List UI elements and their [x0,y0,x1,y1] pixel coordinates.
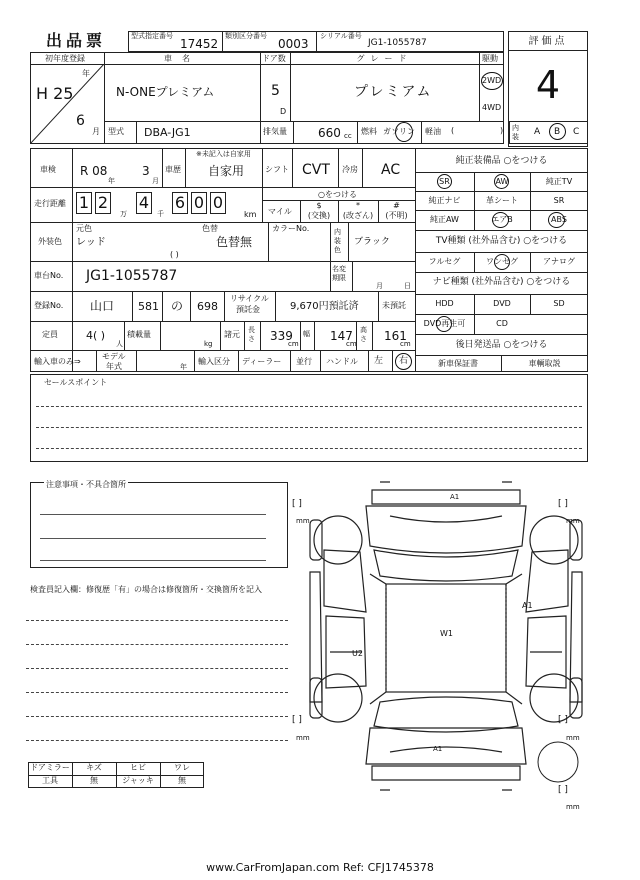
mileage-digit-5: 0 [193,193,205,212]
sales-point-label: セールスポイント [44,378,108,387]
drive-2wd-circle [481,72,503,90]
damage-mark-front-bumper: A1 [450,493,460,501]
mm-spare: mm [566,803,580,811]
mm-rear-left: mm [296,734,310,742]
paren-close: ) [500,126,504,135]
fuel-diesel: 軽油 [425,127,441,136]
month-unit: 月 [92,127,100,136]
class-num: 0003 [278,37,309,51]
oem-title: 純正装備品 ○をつける [455,156,548,166]
first-reg-label: 初年度登録 [45,54,85,63]
navi-dvd-play-circle [436,316,452,332]
equip-aw-short: AW [495,177,509,186]
history-label: 車歴 [165,165,181,174]
handle-left: 左 [374,356,384,366]
tv-analog: アナログ [543,257,575,266]
reg-class: 581 [138,300,159,313]
docs-manual: 車輌取説 [528,359,561,368]
handle-right-circle [395,353,412,370]
length-value: 339 [270,329,293,343]
damage-mark-rear-bumper: A1 [433,745,443,753]
evaluation-score: 4 [535,63,561,107]
sen-unit: 千 [157,210,164,218]
equip-genuine-navi: 純正ナビ [428,196,461,205]
tv-oneseg: ワンセグ [486,257,518,266]
recycle-label-1: リサイクル [230,294,269,303]
color-label: 外装色 [38,237,62,246]
legend-jack-value: 無 [178,776,186,785]
orig-color: レッド [76,237,106,248]
parallel-option: 並行 [296,357,312,366]
model-value: DBA-JG1 [144,126,191,139]
legend-door-mirror: ドアミラー [30,763,70,772]
doors-value: 5 [271,83,280,99]
drive-label: 駆動 [482,54,498,63]
height-value: 161 [384,329,407,343]
load-label: 積載量 [127,330,151,339]
recycle-label-2: 預託金 [236,305,260,314]
interior-label: 内装 [512,124,519,141]
cur-color: 色替無 [216,235,253,249]
name-change-month-unit: 月 [376,282,383,290]
legend-tools-value: 無 [90,776,98,785]
shift-value: CVT [302,162,330,178]
grade-name-label: グレード [356,54,413,63]
tv-fullseg: フルセグ [428,257,461,266]
notes-label: 注意事項・不具合箇所 [46,480,126,489]
recycle-unpaid: 未預託 [382,301,406,310]
shaken-label: 車検 [40,165,56,174]
damage-mark-left-door: U2 [352,649,363,658]
reg-kana: の [171,299,184,313]
bracket-rear-left: [ ] [292,715,302,725]
equip-sr: SR [553,196,565,205]
cc-unit: cc [344,132,352,140]
fuel-gasoline-circle [395,122,413,142]
equip-airbag: エアB [491,215,513,224]
bracket-front-left: [ ] [292,499,302,509]
equip-airbag-circle [492,212,509,228]
mileage-digit-2: 2 [97,193,109,212]
inspector-label: 検査員記入欄：修復歴「有」の場合は修復箇所・交換箇所を記入 [30,585,262,594]
equip-abs: ABS [551,215,567,224]
name-change-label: 名変期限 [332,265,346,282]
shaken-year-unit: 年 [108,177,115,185]
equip-genuine-aw: 純正AW [430,215,459,224]
exchange-option: (交換) [307,211,331,220]
mile-option: マイル [268,207,292,216]
navi-title: ナビ種類 (社外品含む) ○をつける [432,277,571,287]
color-no-label: カラーNo. [272,224,310,233]
shaken-year: R 08 [80,164,108,178]
class-num-label: 類別区分番号 [225,32,267,40]
fuel-label: 燃料 [361,127,377,136]
docs-title: 後日発送品 ○をつける [455,340,548,350]
handle-right: 右 [399,356,409,366]
legend-jack: ジャッキ [122,776,154,785]
mileage-label: 走行距離 [34,199,66,208]
model-year-label-2: 年式 [106,362,122,371]
mm-front-right: mm [566,517,580,525]
interior-box [509,121,588,144]
cooler-label: 冷房 [342,165,358,174]
drive-4wd: 4WD [482,103,502,112]
legend-tools: 工具 [42,776,58,785]
damage-mark-right-fender: A1 [522,601,533,610]
grade-name: プレミアム [354,84,433,100]
evaluation-label: 評価点 [528,36,568,47]
capacity-value: 4( ) [86,329,106,342]
cur-color-label: 色替 [202,224,218,233]
width-value: 147 [330,329,353,343]
navi-dvd: DVD [493,299,511,308]
legend-crack: ヒビ [130,763,146,772]
reg-area: 山口 [90,299,115,313]
shift-label: シフト [265,165,289,174]
interior-a: A [534,127,541,137]
mileage-digit-6: 0 [212,193,224,212]
person-unit: 人 [116,340,123,348]
capacity-label: 定員 [42,330,58,339]
int-color: ブラック [354,237,390,247]
history-value: 自家用 [208,164,245,178]
tv-oneseg-circle [494,254,510,270]
serial-number: JG1-1055787 [368,38,427,48]
reg-number: 698 [197,300,218,313]
bracket-front-right: [ ] [558,499,568,509]
model-year-label-1: モデル [102,352,126,361]
dims-label: 諸元 [224,330,240,339]
chassis-label: 車台No. [34,271,64,280]
mileage-digit-4: 6 [174,193,186,212]
displacement-value: 660 [318,126,341,140]
type-num-label: 型式指定番号 [131,32,173,40]
import-label: 輸入車のみ⇒ [34,357,81,366]
mileage-circle-note: ○をつける [318,190,357,199]
length-cm: cm [288,340,299,348]
equip-leather: 革シート [486,196,518,205]
recycle-value: 9,670円預託済 [290,301,359,312]
km-unit: km [244,210,257,219]
equip-genuine-tv: 純正TV [545,177,573,186]
model-label: 型式 [108,127,124,136]
mm-rear-right: mm [566,734,580,742]
navi-sd: SD [553,299,565,308]
altered-option: (改ざん) [342,211,374,220]
docs-warranty: 新車保証書 [438,359,478,368]
exchange-symbol: $ [316,201,322,210]
legend-break: ワレ [174,763,190,772]
equip-aw-short-circle [494,174,509,189]
door-suffix: D [280,107,287,116]
navi-hdd: HDD [435,299,454,308]
tv-title: TV種類 (社外品含む) ○をつける [435,236,568,246]
name-change-day-unit: 日 [404,282,411,290]
mm-front-left: mm [296,517,310,525]
width-cm: cm [346,340,357,348]
interior-b: B [554,127,561,137]
length-label: 長さ [248,326,255,343]
first-reg-month: 6 [76,113,85,129]
altered-symbol: * [356,201,360,210]
car-name-label: 車名 [164,54,200,63]
drive-2wd: 2WD [482,76,502,85]
handle-label: ハンドル [326,357,358,366]
navi-dvd-play: DVD再生可 [423,319,466,328]
first-reg-year: H 25 [36,84,74,103]
mileage-digit-1: 1 [78,193,90,212]
equip-abs-circle [548,212,565,228]
history-note: ※未記入は自家用 [196,150,251,158]
bracket-rear-right: [ ] [558,715,568,725]
paren-open: ( [451,126,455,135]
reg-label: 登録No. [34,301,64,310]
unknown-symbol: # [393,201,400,210]
serial-label: シリアル番号 [320,32,362,40]
orig-color-label: 元色 [76,224,92,233]
cooler-value: AC [381,162,401,178]
legend-scratch: キズ [86,763,102,772]
shaken-month-unit: 月 [152,177,159,185]
height-cm: cm [400,340,411,348]
displacement-label: 排気量 [263,127,287,136]
equip-sr-short-circle [437,174,452,189]
width-label: 幅 [303,330,310,338]
man-unit: 万 [120,210,127,218]
notes-box [30,482,288,568]
unknown-option: (不明) [385,211,408,220]
footer-ref: www.CarFromJapan.com Ref: CFJ1745378 [206,861,434,874]
dealer-option: ディーラー [242,357,282,366]
height-label: 高さ [360,326,367,343]
bracket-spare: [ ] [558,785,568,795]
interior-c: C [573,127,580,137]
navi-cd: CD [496,319,508,328]
color-paren: ( ) [170,250,179,259]
fuel-gasoline: ガソリン [383,127,415,136]
form-title: 出品票 [46,31,107,50]
int-color-label: 内装色 [334,228,341,254]
model-year-unit: 年 [180,363,187,371]
type-num: 17452 [180,37,219,51]
damage-mark-roof: W1 [440,629,453,638]
year-unit: 年 [82,69,90,78]
kg-unit: kg [204,340,213,348]
chassis-number: JG1-1055787 [86,268,178,284]
mileage-digit-3: 4 [138,193,150,212]
car-name: N-ONEプレミアム [116,85,215,99]
import-class-label: 輸入区分 [198,357,230,366]
car-damage-diagram [290,476,610,806]
equip-sr-short: SR [439,177,450,186]
shaken-month: 3 [142,164,150,178]
doors-label: ドア数 [262,54,286,63]
